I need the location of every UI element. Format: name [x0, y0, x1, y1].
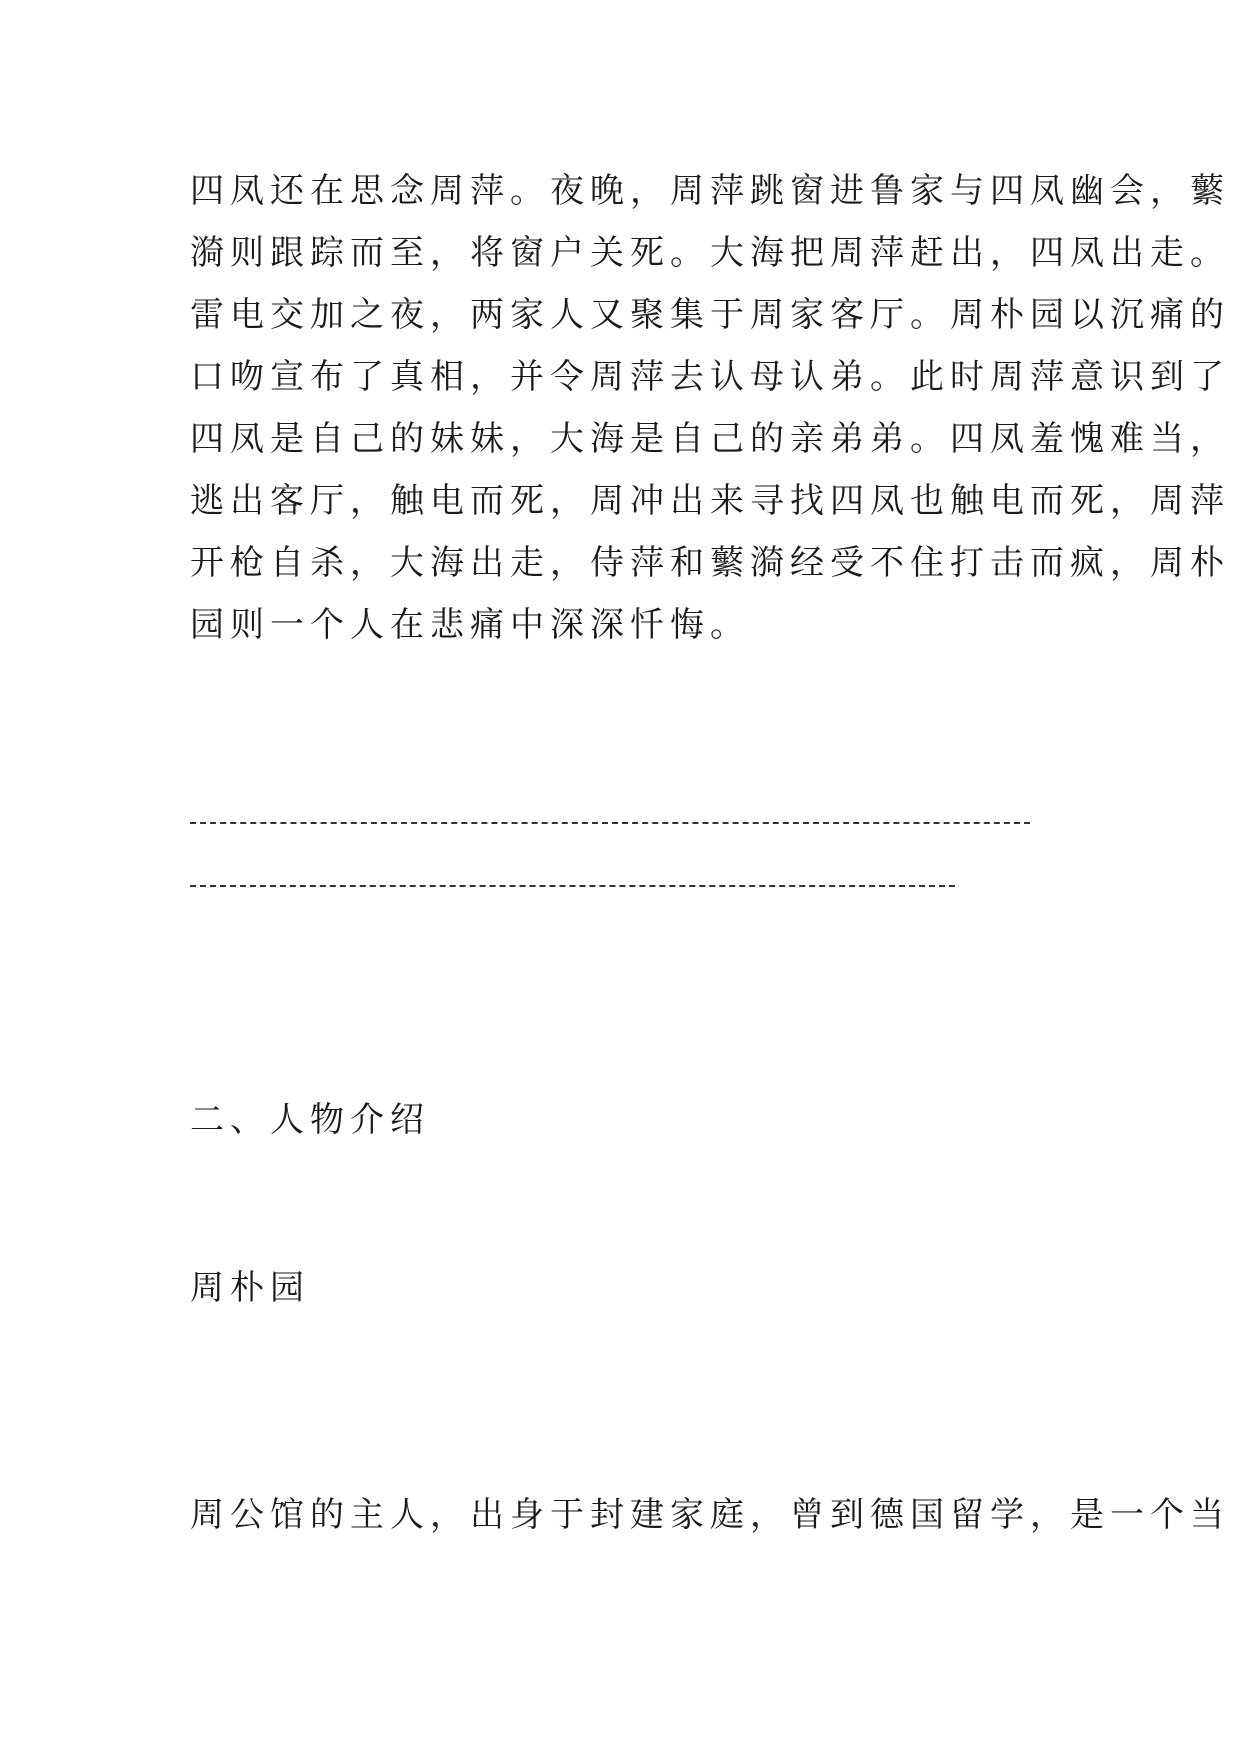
character-intro-line: 周公馆的主人，出身于封建家庭，曾到德国留学，是一个当	[190, 1495, 1230, 1535]
character-name: 周朴园	[190, 1268, 310, 1308]
paragraph-line: 漪则跟踪而至，将窗户关死。大海把周萍赶出，四凤出走。	[190, 233, 1230, 273]
paragraph-line: 四凤是自己的妹妹，大海是自己的亲弟弟。四凤羞愧难当，	[190, 419, 1230, 459]
dashed-divider	[190, 822, 1030, 824]
paragraph-line: 开枪自杀，大海出走，侍萍和蘩漪经受不住打击而疯，周朴	[190, 543, 1230, 583]
paragraph-line: 雷电交加之夜，两家人又聚集于周家客厅。周朴园以沉痛的	[190, 295, 1230, 335]
dashed-divider	[190, 885, 955, 887]
paragraph-line: 口吻宣布了真相，并令周萍去认母认弟。此时周萍意识到了	[190, 357, 1230, 397]
paragraph-line: 逃出客厅，触电而死，周冲出来寻找四凤也触电而死，周萍	[190, 481, 1230, 521]
paragraph-line: 四凤还在思念周萍。夜晚，周萍跳窗进鲁家与四凤幽会，蘩	[190, 171, 1230, 211]
paragraph-line: 园则一个人在悲痛中深深忏悔。	[190, 605, 750, 645]
section-title: 二、人物介绍	[190, 1100, 430, 1140]
plot-summary-paragraph	[190, 160, 1230, 656]
